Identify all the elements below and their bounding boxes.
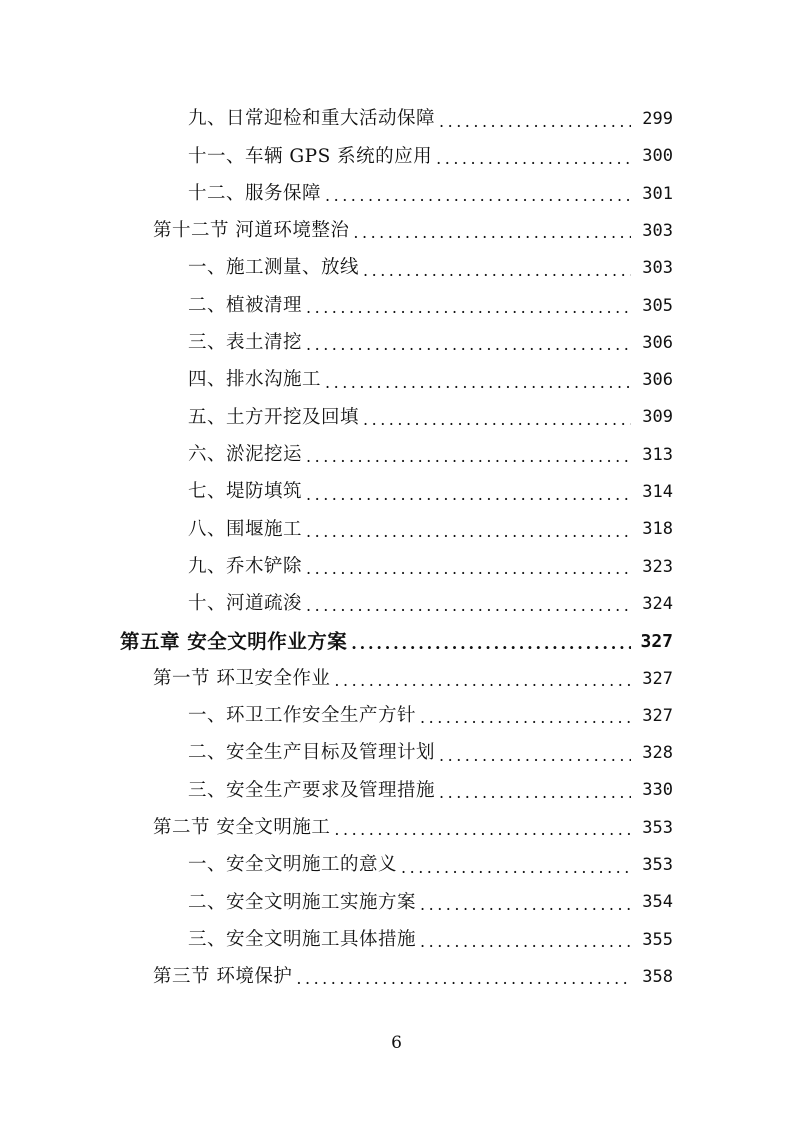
toc-entry-page: 305 <box>642 295 673 316</box>
toc-entry-title: 第一节 环卫安全作业 <box>153 667 331 689</box>
page-number: 6 <box>391 1033 402 1053</box>
toc-dot-leader <box>439 785 631 801</box>
toc-entry-page: 327 <box>642 705 673 726</box>
toc-entry-page: 301 <box>642 183 673 204</box>
toc-entry-page: 323 <box>642 556 673 577</box>
toc-entry-title: 第五章 安全文明作业方案 <box>120 629 348 653</box>
toc-entry[interactable] <box>188 176 673 213</box>
toc-entry-page: 354 <box>642 892 673 913</box>
toc-entry-page: 303 <box>642 258 673 279</box>
toc-entry[interactable] <box>188 101 673 138</box>
toc-entry-title: 一、环卫工作安全生产方针 <box>188 705 417 727</box>
toc-dot-leader <box>363 412 631 428</box>
toc-dot-leader <box>306 598 631 614</box>
toc-entry[interactable] <box>188 511 673 548</box>
toc-entry-page: 306 <box>642 332 673 353</box>
toc-entry-title: 七、堤防填筑 <box>188 481 303 503</box>
toc-entry-page: 358 <box>642 966 673 987</box>
toc-dot-leader <box>306 524 631 540</box>
toc-entry-page: 328 <box>642 743 673 764</box>
toc-dot-leader <box>325 188 631 204</box>
toc-entry[interactable] <box>188 772 673 809</box>
toc-entry-title: 第三节 环境保护 <box>153 966 293 988</box>
toc-entry-title: 二、植被清理 <box>188 294 303 316</box>
toc-entry[interactable] <box>188 362 673 399</box>
toc-dot-leader <box>334 822 631 838</box>
toc-entry-title: 第二节 安全文明施工 <box>153 816 331 838</box>
toc-entry-title: 三、安全生产要求及管理措施 <box>188 779 436 801</box>
toc-dot-leader <box>439 114 631 130</box>
toc-entry[interactable] <box>120 623 673 660</box>
toc-entry-title: 六、淤泥挖运 <box>188 443 303 465</box>
toc-entry-page: 355 <box>642 929 673 950</box>
toc-entry-title: 十、河道疏浚 <box>188 593 303 615</box>
toc-dot-leader <box>296 971 631 987</box>
toc-entry-title: 二、安全文明施工实施方案 <box>188 891 417 913</box>
toc-entry-title: 三、安全文明施工具体措施 <box>188 928 417 950</box>
toc-entry-title: 一、安全文明施工的意义 <box>188 854 398 876</box>
toc-entry[interactable] <box>188 437 673 474</box>
toc-entry-title: 十一、车辆 GPS 系统的应用 <box>188 145 433 167</box>
toc-dot-leader <box>420 934 631 950</box>
toc-dot-leader <box>306 487 631 503</box>
toc-entry-page: 303 <box>642 220 673 241</box>
toc-entry-page: 327 <box>642 668 673 689</box>
toc-entry[interactable] <box>188 250 673 287</box>
toc-entry[interactable] <box>188 735 673 772</box>
toc-entry[interactable] <box>188 586 673 623</box>
toc-entry-title: 五、土方开挖及回填 <box>188 406 360 428</box>
toc-dot-leader <box>306 337 631 353</box>
toc-dot-leader <box>363 263 631 279</box>
toc-entry[interactable] <box>188 847 673 884</box>
toc-entry-title: 九、日常迎检和重大活动保障 <box>188 108 436 130</box>
toc-dot-leader <box>353 225 631 241</box>
toc-entry-page: 318 <box>642 519 673 540</box>
toc-entry[interactable] <box>188 325 673 362</box>
toc-entry-page: 324 <box>642 593 673 614</box>
toc-entry-page: 306 <box>642 370 673 391</box>
toc-entry-page: 353 <box>642 817 673 838</box>
toc-entry[interactable] <box>153 213 673 250</box>
toc-entry[interactable] <box>188 138 673 175</box>
toc-entry-title: 八、围堰施工 <box>188 518 303 540</box>
toc-entry[interactable] <box>153 810 673 847</box>
toc-dot-leader <box>306 300 631 316</box>
toc-entry-title: 九、乔木铲除 <box>188 555 303 577</box>
toc-entry-page: 314 <box>642 482 673 502</box>
toc-dot-leader <box>306 561 631 577</box>
toc-entry-page: 330 <box>642 780 673 801</box>
toc-entry[interactable] <box>188 549 673 586</box>
toc-entry[interactable] <box>188 474 673 511</box>
toc-entry[interactable] <box>188 288 673 325</box>
toc-entry-title: 第十二节 河道环境整治 <box>153 220 350 242</box>
toc-dot-leader <box>439 748 631 764</box>
toc-dot-leader <box>401 860 631 876</box>
toc-entry-page: 353 <box>642 855 673 875</box>
toc-entry[interactable] <box>153 661 673 698</box>
toc-entry-page: 313 <box>642 444 673 465</box>
toc-dot-leader <box>420 710 631 726</box>
toc-entry-title: 十二、服务保障 <box>188 182 322 204</box>
toc-entry[interactable] <box>153 959 673 996</box>
toc-entry-title: 一、施工测量、放线 <box>188 257 360 279</box>
toc-entry[interactable] <box>188 884 673 921</box>
toc-dot-leader <box>436 151 631 167</box>
toc-entry-page: 299 <box>642 109 673 129</box>
toc-entry-page: 309 <box>642 407 673 428</box>
toc-dot-leader <box>306 449 631 465</box>
toc-entry[interactable] <box>188 922 673 959</box>
toc-dot-leader <box>334 673 631 689</box>
toc-entry-title: 四、排水沟施工 <box>188 369 322 391</box>
toc-entry-title: 三、表土清挖 <box>188 332 303 354</box>
toc-dot-leader <box>351 636 631 652</box>
toc-dot-leader <box>325 375 631 391</box>
toc-entry[interactable] <box>188 698 673 735</box>
toc-entry-page: 327 <box>640 630 673 652</box>
toc-entry-page: 300 <box>642 146 673 167</box>
toc-dot-leader <box>420 897 631 913</box>
toc-entry[interactable] <box>188 399 673 436</box>
toc-entry-title: 二、安全生产目标及管理计划 <box>188 742 436 764</box>
